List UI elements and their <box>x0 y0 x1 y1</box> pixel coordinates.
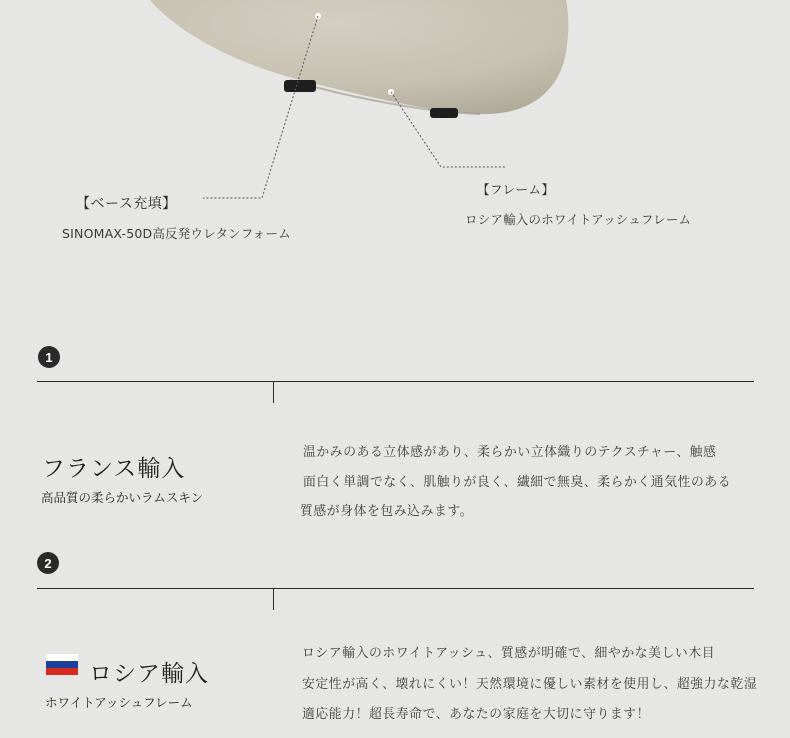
section-1-column-tick <box>273 381 274 403</box>
frame-title: 【フレーム】 <box>477 182 555 197</box>
section-2-number-badge: 2 <box>37 552 59 574</box>
section-2-line-2: 安定性が高く、壊れにくい！天然環境に優しい素材を使用し、超強力な乾湿 <box>302 677 758 692</box>
section-2-title: ロシア輸入 <box>89 661 209 687</box>
section-2-column-tick <box>273 588 274 610</box>
section-1-subtitle: 高品質の柔らかいラムスキン <box>41 490 204 505</box>
section-2-subtitle: ホワイトアッシュフレーム <box>45 695 193 710</box>
section-1-line-1: 温かみのある立体感があり、柔らかい立体織りのテクスチャー、触感 <box>303 445 717 460</box>
section-1-line-2: 面白く単調でなく、肌触りが良く、繊細で無臭、柔らかく通気性のある <box>303 475 732 490</box>
section-1-line-3: 質感が身体を包み込みます。 <box>300 504 474 519</box>
frame-desc: ロシア輸入のホワイトアッシュフレーム <box>465 212 692 227</box>
base-fill-desc: SINOMAX-50D高反発ウレタンフォーム <box>62 226 291 241</box>
section-2-line-3: 適応能力！超長寿命で、あなたの家庭を大切に守ります！ <box>302 707 651 722</box>
section-1-number-badge: 1 <box>38 346 60 368</box>
section-2-line-1: ロシア輸入のホワイトアッシュ、質感が明確で、細やかな美しい木目 <box>302 646 716 661</box>
section-1-title: フランス輸入 <box>42 456 186 482</box>
section-1-divider <box>37 381 754 382</box>
section-2-divider <box>37 588 754 589</box>
russia-flag-icon <box>46 654 78 675</box>
base-fill-title: 【ベース充填】 <box>76 196 177 212</box>
